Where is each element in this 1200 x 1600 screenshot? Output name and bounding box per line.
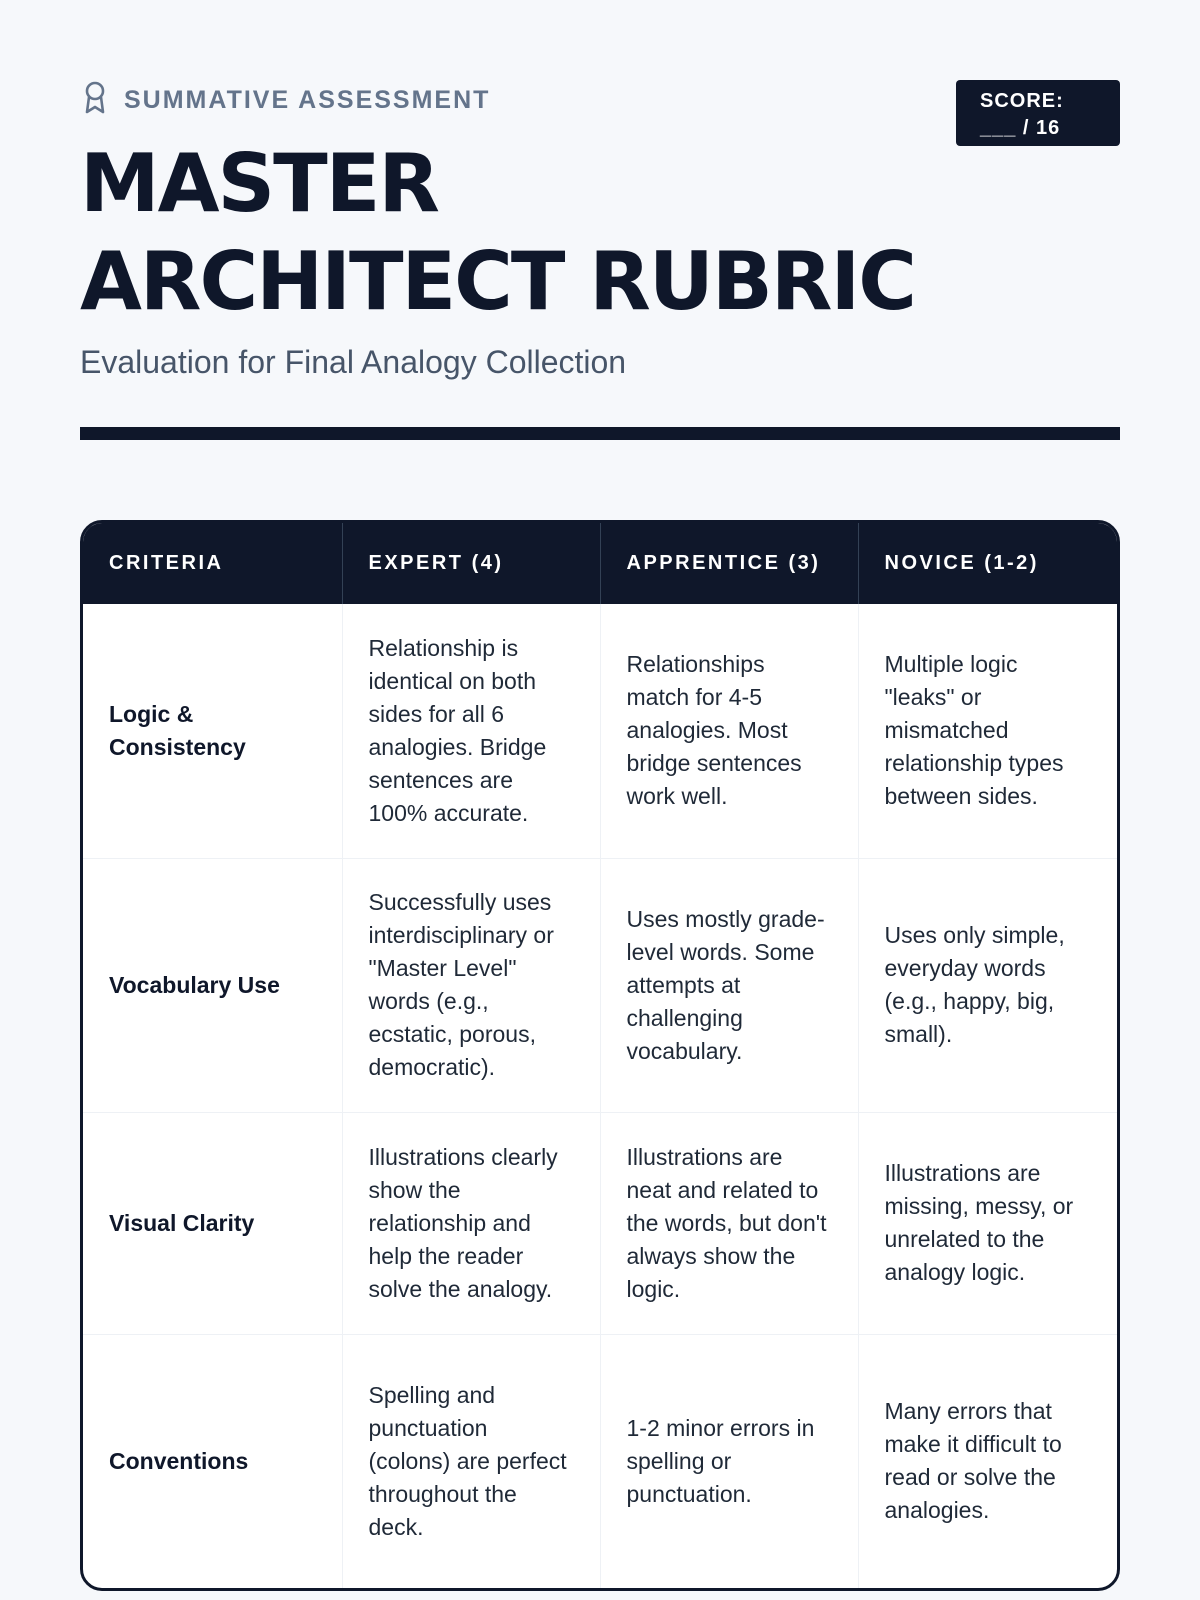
column-header-apprentice: APPRENTICE (3) [600,523,858,604]
novice-cell: Multiple logic "leaks" or mismatched relationship types between sides. [858,604,1117,858]
expert-cell: Successfully uses interdisciplinary or "Master Level" words (e.g., ecstatic, porous, democratic). [342,858,600,1112]
criteria-cell: Visual Clarity [83,1112,342,1334]
table-row [83,858,1117,1112]
expert-cell: Spelling and punctuation (colons) are perfect throughout the deck. [342,1334,600,1588]
kicker-label: SUMMATIVE ASSESSMENT [124,86,491,114]
title-line-2: ARCHITECT RUBRIC [80,235,915,328]
apprentice-cell: Illustrations are neat and related to the words, but don't always show the logic. [600,1112,858,1334]
apprentice-cell: 1-2 minor errors in spelling or punctuation. [600,1334,858,1588]
page-subtitle: Evaluation for Final Analogy Collection [80,344,627,380]
table-row [83,1334,1117,1588]
novice-cell: Illustrations are missing, messy, or unrelated to the analogy logic. [858,1112,1117,1334]
title-line-1: MASTER [80,137,438,230]
table-row [83,604,1117,858]
rubric-header-row [83,523,1117,604]
rubric-table [80,520,1120,1591]
novice-cell: Uses only simple, everyday words (e.g., happy, big, small). [858,858,1117,1112]
table-row [83,1112,1117,1334]
score-value: ___ / 16 [980,117,1061,139]
column-header-expert: EXPERT (4) [342,523,600,604]
criteria-cell: Conventions [83,1334,342,1588]
apprentice-cell: Relationships match for 4-5 analogies. Most bridge sentences work well. [600,604,858,858]
expert-cell: Illustrations clearly show the relationship and help the reader solve the analogy. [342,1112,600,1334]
criteria-cell: Logic & Consistency [83,604,342,858]
novice-cell: Many errors that make it difficult to read or solve the analogies. [884,1398,1062,1524]
criteria-cell: Vocabulary Use [83,858,342,1112]
score-label: SCORE: [980,90,1064,112]
score-box [956,80,1120,146]
expert-cell: Relationship is identical on both sides for all 6 analogies. Bridge sentences are 100% accurate. [342,604,600,858]
apprentice-cell: Uses mostly grade-level words. Some attempts at challenging vocabulary. [600,858,858,1112]
column-header-criteria: CRITERIA [83,523,342,604]
ribbon-award-icon [80,80,110,121]
title-divider [80,427,1120,440]
page-title [80,135,915,331]
assessment-kicker [80,80,490,121]
column-header-novice: NOVICE (1-2) [858,523,1117,604]
